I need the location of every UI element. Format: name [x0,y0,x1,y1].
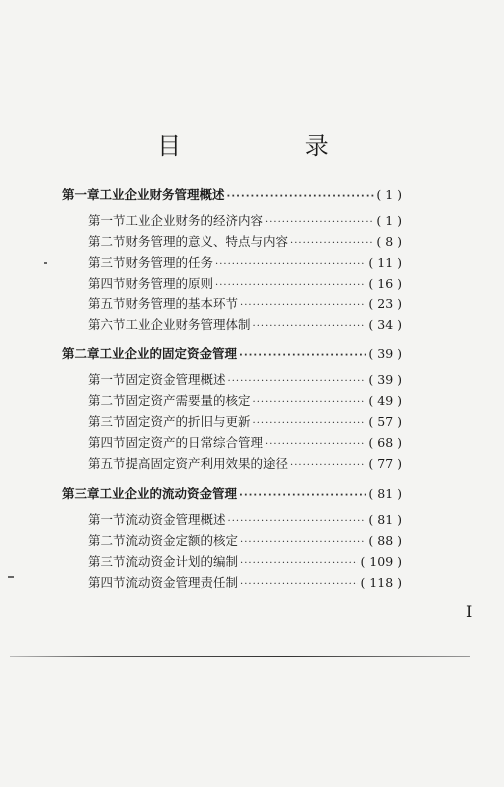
section-number: 第一节 [88,213,126,228]
section-number: 第五节 [88,456,126,471]
dot-leader [265,436,366,454]
page-title: 目 录 [157,132,387,160]
dot-leader [239,347,366,365]
toc-section [88,574,402,592]
page-reference: ( 39 ) [368,372,402,387]
dot-leader [290,457,366,475]
dot-leader [240,576,358,594]
dot-leader [228,513,367,531]
section-number: 第六节 [88,317,126,332]
dot-leader [240,534,366,552]
section-number: 第三节 [88,414,126,429]
section-title: 提高固定资产利用效果的途径 [125,456,289,471]
section-title: 工业企业财务的经济内容 [125,213,264,228]
page-reference: ( 1 ) [376,187,402,202]
page-reference: ( 81 ) [368,512,402,527]
dot-leader [215,277,366,295]
page-reference: ( 23 ) [368,296,402,311]
toc-chapter-1 [62,186,402,204]
scan-speck [44,262,47,264]
page-reference: ( 49 ) [368,393,402,408]
toc-section [88,233,402,251]
chapter-number: 第二章 [62,346,100,361]
toc-section [88,553,402,571]
toc-section [88,254,402,272]
section-title: 流动资金管理责任制 [125,575,239,590]
section-number: 第二节 [88,234,126,249]
dot-leader [253,394,367,412]
chapter-title: 工业企业财务管理概述 [99,187,225,202]
dot-leader [253,318,367,336]
scan-speck [8,576,14,578]
section-number: 第一节 [88,512,126,527]
section-number: 第五节 [88,296,126,311]
section-title: 财务管理的基本环节 [125,296,239,311]
toc-section [88,316,402,334]
page-reference: ( 1 ) [376,213,402,228]
toc-section [88,413,402,431]
section-number: 第四节 [88,435,126,450]
toc-section [88,275,402,293]
dot-leader [265,214,374,232]
toc-chapter-2 [62,345,402,363]
page-reference: ( 11 ) [368,255,402,270]
section-title: 财务管理的意义、特点与内容 [125,234,289,249]
page-reference: ( 39 ) [368,346,402,361]
section-title: 财务管理的任务 [125,255,214,270]
page-reference: ( 34 ) [368,317,402,332]
toc-section [88,434,402,452]
page-reference: ( 77 ) [368,456,402,471]
chapter-title: 工业企业的流动资金管理 [99,486,238,501]
toc-section [88,392,402,410]
dot-leader [215,256,366,274]
toc-chapter-3 [62,485,402,503]
section-title: 流动资金定额的核定 [125,533,239,548]
toc-section [88,212,402,230]
dot-leader [240,297,366,315]
page-reference: ( 109 ) [360,554,402,569]
section-title: 流动资金管理概述 [125,512,226,527]
section-number: 第一节 [88,372,126,387]
page-reference: ( 88 ) [368,533,402,548]
toc-section [88,511,402,529]
section-number: 第四节 [88,276,126,291]
section-title: 流动资金计划的编制 [125,554,239,569]
section-number: 第二节 [88,533,126,548]
chapter-title: 工业企业的固定资金管理 [99,346,238,361]
toc-section [88,295,402,313]
section-title: 固定资产的折旧与更新 [125,414,251,429]
page-reference: ( 81 ) [368,486,402,501]
page-reference: ( 68 ) [368,435,402,450]
section-title: 固定资产的日常综合管理 [125,435,264,450]
toc-section [88,455,402,473]
dot-leader [227,188,375,206]
chapter-number: 第一章 [62,187,100,202]
dot-leader [253,415,367,433]
page-reference: ( 57 ) [368,414,402,429]
section-title: 固定资产需要量的核定 [125,393,251,408]
dot-leader [240,555,358,573]
section-number: 第三节 [88,554,126,569]
section-title: 财务管理的原则 [125,276,214,291]
section-title: 固定资金管理概述 [125,372,226,387]
page-edge-rule [10,656,470,657]
dot-leader [239,487,366,505]
section-number: 第二节 [88,393,126,408]
section-number: 第四节 [88,575,126,590]
toc-section [88,532,402,550]
page-reference: ( 8 ) [376,234,402,249]
dot-leader [290,235,374,253]
toc-section [88,371,402,389]
page-reference: ( 118 ) [360,575,402,590]
section-title: 工业企业财务管理体制 [125,317,251,332]
chapter-number: 第三章 [62,486,100,501]
section-number: 第三节 [88,255,126,270]
page-number: I [466,602,473,621]
dot-leader [228,373,367,391]
page-reference: ( 16 ) [368,276,402,291]
